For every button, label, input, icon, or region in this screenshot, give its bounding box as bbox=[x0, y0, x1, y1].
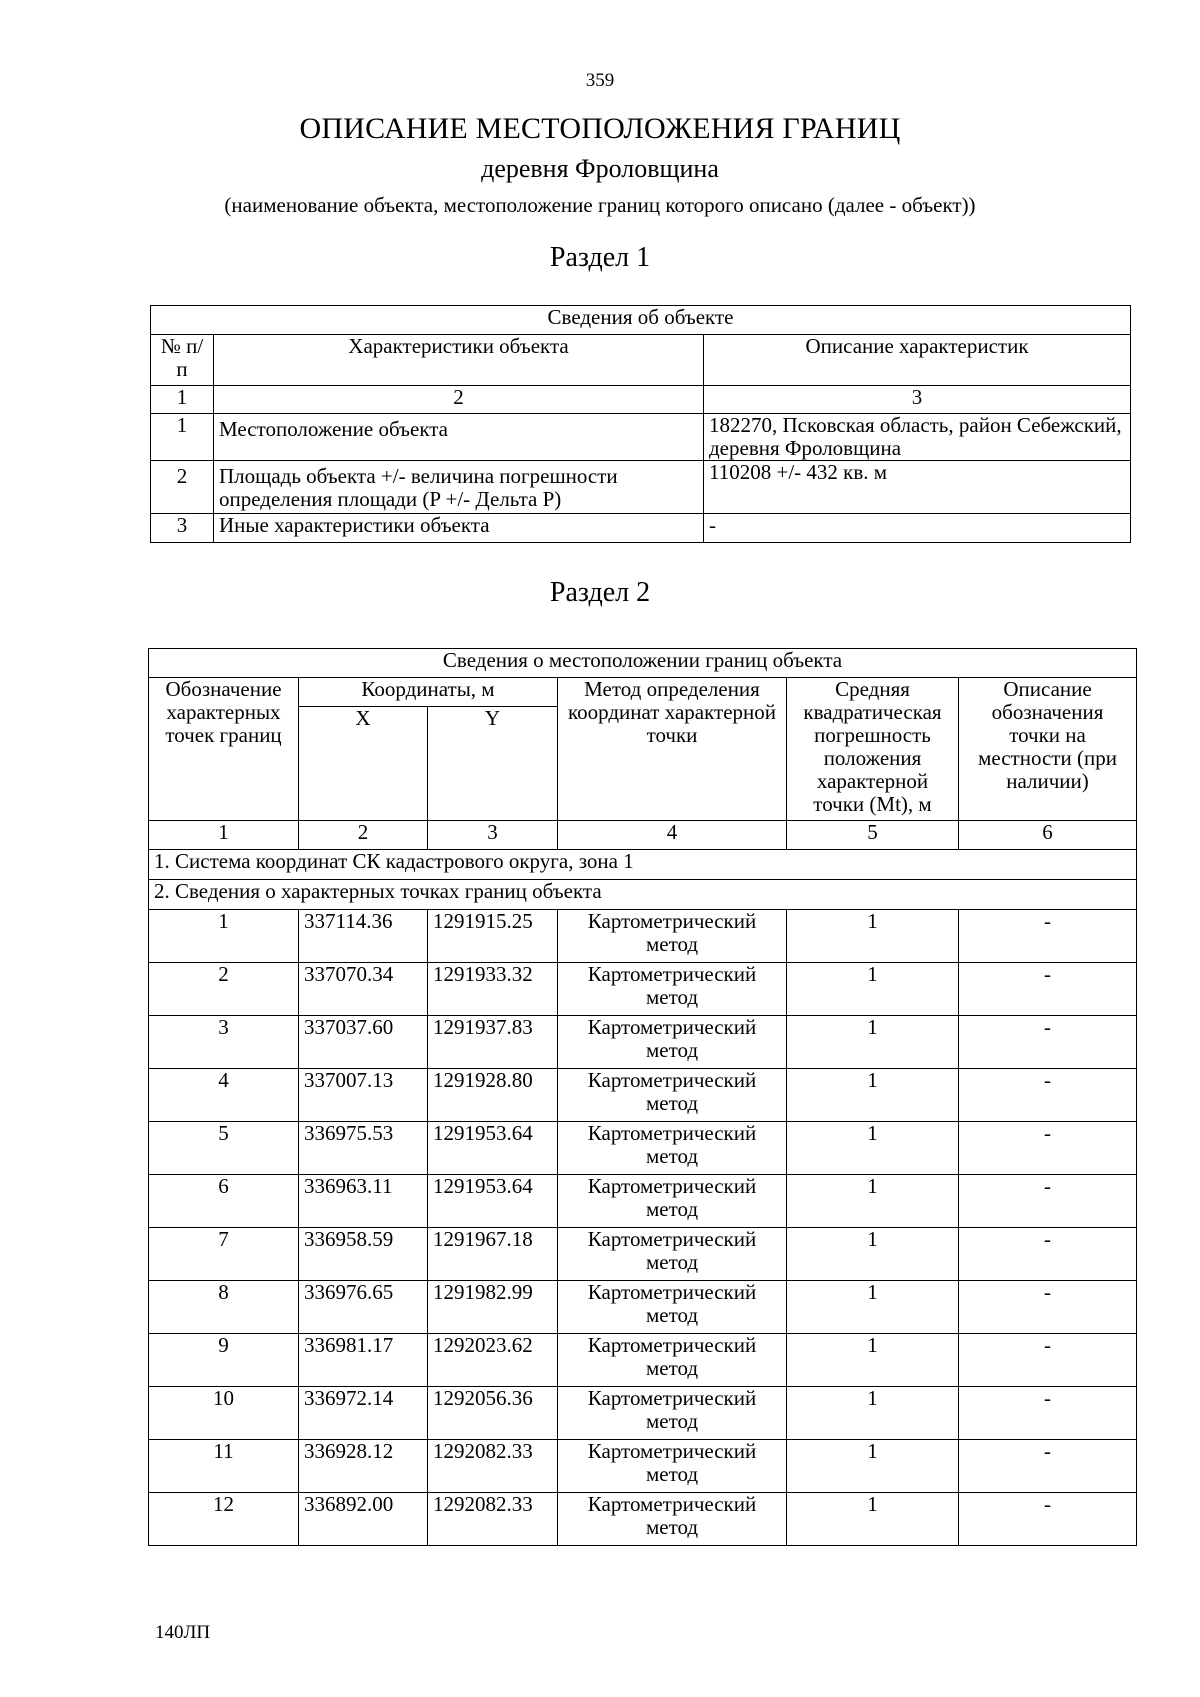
point-description: - bbox=[959, 1387, 1137, 1440]
table-row bbox=[149, 1440, 1137, 1493]
column-number: 4 bbox=[558, 821, 787, 850]
point-description: - bbox=[959, 963, 1137, 1016]
point-x: 336892.00 bbox=[299, 1493, 428, 1546]
table-title-row bbox=[151, 306, 1131, 335]
point-number: 4 bbox=[149, 1069, 299, 1122]
point-y: 1291928.80 bbox=[428, 1069, 558, 1122]
object-name: деревня Фроловщина bbox=[481, 154, 719, 183]
characteristic-value: - bbox=[704, 514, 1131, 543]
table-title-row bbox=[149, 649, 1137, 678]
point-x: 336972.14 bbox=[299, 1387, 428, 1440]
column-number: 3 bbox=[428, 821, 558, 850]
point-description: - bbox=[959, 1440, 1137, 1493]
boundary-points-table bbox=[148, 648, 1137, 1546]
points-body bbox=[149, 910, 1137, 1546]
column-number: 5 bbox=[787, 821, 959, 850]
point-y: 1292082.33 bbox=[428, 1440, 558, 1493]
point-method: Картометрический метод bbox=[558, 1122, 787, 1175]
point-error: 1 bbox=[787, 1016, 959, 1069]
point-number: 1 bbox=[149, 910, 299, 963]
point-error: 1 bbox=[787, 910, 959, 963]
table-row bbox=[151, 514, 1131, 543]
point-number: 12 bbox=[149, 1493, 299, 1546]
point-error: 1 bbox=[787, 1440, 959, 1493]
row-number: 2 bbox=[151, 461, 214, 514]
table-row bbox=[149, 1016, 1137, 1069]
point-number: 9 bbox=[149, 1334, 299, 1387]
point-number: 8 bbox=[149, 1281, 299, 1334]
point-y: 1291953.64 bbox=[428, 1175, 558, 1228]
point-x: 336981.17 bbox=[299, 1334, 428, 1387]
section-1-title: Раздел 1 bbox=[549, 242, 651, 273]
document-title: ОПИСАНИЕ МЕСТОПОЛОЖЕНИЯ ГРАНИЦ bbox=[299, 112, 901, 145]
point-x: 336976.65 bbox=[299, 1281, 428, 1334]
point-method: Картометрический метод bbox=[558, 1387, 787, 1440]
point-description: - bbox=[959, 1016, 1137, 1069]
row-number: 3 bbox=[151, 514, 214, 543]
header-number: № п/п bbox=[151, 335, 214, 386]
coordinate-system-text: 1. Система координат СК кадастрового округа, зона 1 bbox=[149, 850, 1137, 880]
point-method: Картометрический метод bbox=[558, 1016, 787, 1069]
point-y: 1292082.33 bbox=[428, 1493, 558, 1546]
column-number: 1 bbox=[151, 386, 214, 414]
table-row bbox=[149, 1281, 1137, 1334]
point-y: 1292056.36 bbox=[428, 1387, 558, 1440]
header-x: X bbox=[299, 707, 428, 821]
point-error: 1 bbox=[787, 1387, 959, 1440]
point-error: 1 bbox=[787, 1175, 959, 1228]
object-info-table-title: Сведения об объекте bbox=[151, 306, 1131, 335]
point-number: 5 bbox=[149, 1122, 299, 1175]
page-number: 359 bbox=[585, 70, 615, 91]
point-x: 337114.36 bbox=[299, 910, 428, 963]
point-method: Картометрический метод bbox=[558, 910, 787, 963]
point-error: 1 bbox=[787, 1281, 959, 1334]
point-method: Картометрический метод bbox=[558, 1493, 787, 1546]
point-description: - bbox=[959, 1069, 1137, 1122]
characteristic-name: Иные характеристики объекта bbox=[214, 514, 704, 543]
point-method: Картометрический метод bbox=[558, 1228, 787, 1281]
row-number: 1 bbox=[151, 414, 214, 461]
point-number: 7 bbox=[149, 1228, 299, 1281]
point-description: - bbox=[959, 1493, 1137, 1546]
point-error: 1 bbox=[787, 1493, 959, 1546]
point-y: 1291967.18 bbox=[428, 1228, 558, 1281]
characteristic-value: 110208 +/- 432 кв. м bbox=[704, 461, 1131, 514]
point-description: - bbox=[959, 1175, 1137, 1228]
footer-code: 140ЛП bbox=[155, 1622, 211, 1643]
table-row bbox=[149, 1069, 1137, 1122]
table-row bbox=[149, 963, 1137, 1016]
column-number: 6 bbox=[959, 821, 1137, 850]
point-description: - bbox=[959, 910, 1137, 963]
point-y: 1291982.99 bbox=[428, 1281, 558, 1334]
characteristic-name: Площадь объекта +/- величина погрешности определения площади (P +/- Дельта P) bbox=[214, 461, 704, 514]
point-method: Картометрический метод bbox=[558, 1334, 787, 1387]
table-row bbox=[149, 1175, 1137, 1228]
coordinate-system-row bbox=[149, 850, 1137, 880]
point-y: 1291937.83 bbox=[428, 1016, 558, 1069]
point-number: 6 bbox=[149, 1175, 299, 1228]
point-method: Картометрический метод bbox=[558, 1440, 787, 1493]
table-row bbox=[151, 461, 1131, 514]
header-coordinates: Координаты, м bbox=[299, 678, 558, 707]
point-method: Картометрический метод bbox=[558, 1175, 787, 1228]
object-name-hint: (наименование объекта, местоположение границ которого описано (далее - объект)) bbox=[224, 193, 976, 217]
point-description: - bbox=[959, 1122, 1137, 1175]
section-2-title: Раздел 2 bbox=[549, 577, 651, 608]
header-description: Описание характеристик bbox=[704, 335, 1131, 386]
point-x: 336963.11 bbox=[299, 1175, 428, 1228]
point-error: 1 bbox=[787, 1122, 959, 1175]
points-section-text: 2. Сведения о характерных точках границ объекта bbox=[149, 880, 1137, 910]
table-row bbox=[149, 910, 1137, 963]
table-row bbox=[149, 1493, 1137, 1546]
table-row bbox=[151, 414, 1131, 461]
column-number: 1 bbox=[149, 821, 299, 850]
point-error: 1 bbox=[787, 1069, 959, 1122]
point-number: 3 bbox=[149, 1016, 299, 1069]
column-number: 3 bbox=[704, 386, 1131, 414]
table-row bbox=[149, 1387, 1137, 1440]
header-characteristic: Характеристики объекта bbox=[214, 335, 704, 386]
boundary-table-title: Сведения о местоположении границ объекта bbox=[149, 649, 1137, 678]
column-numbers-row bbox=[151, 386, 1131, 414]
point-y: 1291953.64 bbox=[428, 1122, 558, 1175]
point-number: 2 bbox=[149, 963, 299, 1016]
point-x: 337037.60 bbox=[299, 1016, 428, 1069]
point-error: 1 bbox=[787, 963, 959, 1016]
point-error: 1 bbox=[787, 1334, 959, 1387]
column-number: 2 bbox=[214, 386, 704, 414]
header-error: Средняя квадратическая погрешность положения характерной точки (Mt), м bbox=[787, 678, 959, 821]
point-x: 337070.34 bbox=[299, 963, 428, 1016]
column-number: 2 bbox=[299, 821, 428, 850]
table-row bbox=[149, 1228, 1137, 1281]
point-y: 1292023.62 bbox=[428, 1334, 558, 1387]
point-y: 1291933.32 bbox=[428, 963, 558, 1016]
point-method: Картометрический метод bbox=[558, 1281, 787, 1334]
header-point: Обозначение характерных точек границ bbox=[149, 678, 299, 821]
point-method: Картометрический метод bbox=[558, 1069, 787, 1122]
table-header-row bbox=[149, 678, 1137, 707]
object-info-table bbox=[150, 305, 1131, 543]
point-x: 336975.53 bbox=[299, 1122, 428, 1175]
point-error: 1 bbox=[787, 1228, 959, 1281]
characteristic-name: Местоположение объекта bbox=[214, 414, 704, 461]
point-description: - bbox=[959, 1334, 1137, 1387]
characteristic-value: 182270, Псковская область, район Себежский, деревня Фроловщина bbox=[704, 414, 1131, 461]
point-x: 336958.59 bbox=[299, 1228, 428, 1281]
column-numbers-row bbox=[149, 821, 1137, 850]
table-header-row bbox=[151, 335, 1131, 386]
point-description: - bbox=[959, 1281, 1137, 1334]
table-row bbox=[149, 1334, 1137, 1387]
point-x: 336928.12 bbox=[299, 1440, 428, 1493]
header-y: Y bbox=[428, 707, 558, 821]
point-number: 10 bbox=[149, 1387, 299, 1440]
header-point-description: Описание обозначения точки на местности (при наличии) bbox=[959, 678, 1137, 821]
point-description: - bbox=[959, 1228, 1137, 1281]
points-section-row bbox=[149, 880, 1137, 910]
header-method: Метод определения координат характерной точки bbox=[558, 678, 787, 821]
point-number: 11 bbox=[149, 1440, 299, 1493]
point-x: 337007.13 bbox=[299, 1069, 428, 1122]
point-method: Картометрический метод bbox=[558, 963, 787, 1016]
point-y: 1291915.25 bbox=[428, 910, 558, 963]
table-row bbox=[149, 1122, 1137, 1175]
